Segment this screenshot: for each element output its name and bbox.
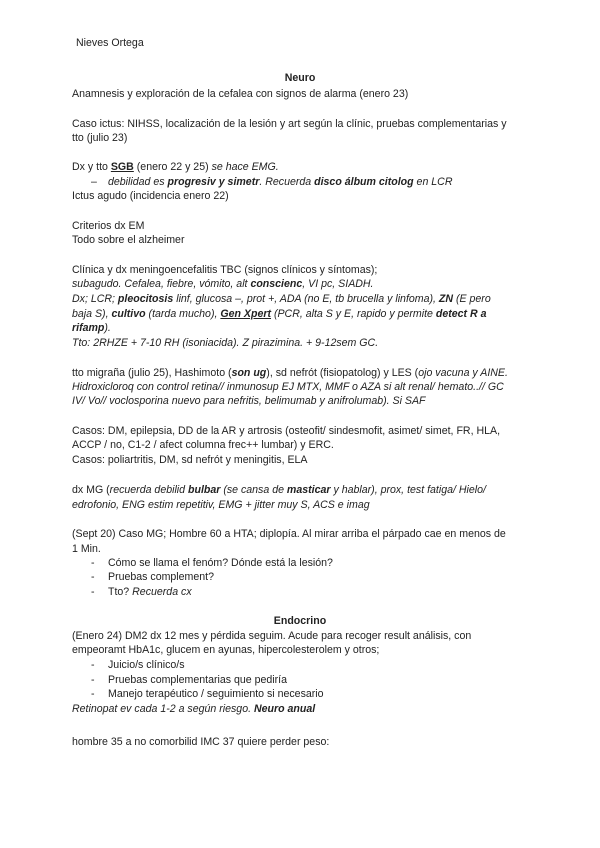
text-line: Tto: 2RHZE + 7-10 RH (isoniacida). Z pirazimina. + 9-12sem GC. bbox=[72, 337, 379, 349]
section-heading-neuro: Neuro bbox=[284, 72, 316, 84]
text-line: Casos: poliartritis, DM, sd nefrót y meningitis, ELA bbox=[72, 454, 308, 466]
text-line: ACCP / no, C1-2 / afect columna frec++ lumbar) y ERC. bbox=[72, 439, 334, 451]
bullet-text: Tto? Recuerda cx bbox=[108, 586, 192, 598]
text-line: edrofonio, ENG estim repetitiv, EMG + jitter muy S, ACS e imag bbox=[72, 499, 370, 511]
text-line: rifamp). bbox=[72, 322, 111, 334]
bullet-dash: - bbox=[91, 688, 95, 700]
text-line: Caso ictus: NIHSS, localización de la lesión y art según la clínic, pruebas complementarias y bbox=[72, 118, 507, 130]
text-line: baja S), cultivo (tarda mucho), Gen Xpert (PCR, alta S y E, rapido y permite detect R a bbox=[72, 308, 487, 320]
text-line: Todo sobre el alzheimer bbox=[72, 234, 185, 246]
bullet-text: Pruebas complement? bbox=[108, 571, 214, 583]
text-line: (Enero 24) DM2 dx 12 mes y pérdida seguim. Acude para recoger result análisis, con bbox=[72, 630, 472, 642]
text-line: Dx y tto SGB (enero 22 y 25) se hace EMG. bbox=[72, 161, 279, 173]
text-line: Retinopat ev cada 1-2 a según riesgo. Neuro anual bbox=[72, 703, 316, 715]
text-line: IV/ Vo// voclosporina nuevo para nefritis, belimumab y anifrolumab). Si SAF bbox=[72, 395, 426, 407]
bullet-dash: - bbox=[91, 659, 95, 671]
sgb-term: SGB bbox=[110, 161, 134, 173]
bullet-dash: - bbox=[91, 557, 95, 569]
bullet-dash: – bbox=[91, 176, 97, 188]
text-line: Clínica y dx meningoencefalitis TBC (signos clínicos y síntomas); bbox=[72, 264, 378, 276]
bullet-text: Juicio/s clínico/s bbox=[108, 659, 185, 671]
text-line: dx MG (recuerda debilid bulbar (se cansa de masticar y hablar), prox, test fatiga/ Hielo/ bbox=[72, 484, 486, 496]
text-line: Dx; LCR; pleocitosis linf, glucosa –, prot +, ADA (no E, tb brucella y linfoma), ZN (E pero bbox=[72, 293, 491, 305]
bullet-text: Pruebas complementarias que pediría bbox=[108, 674, 288, 686]
text-line: tto migraña (julio 25), Hashimoto (son ug), sd nefrót (fisiopatolog) y LES (ojo vacuna y AINE. bbox=[72, 367, 508, 379]
text-line: Ictus agudo (incidencia enero 22) bbox=[72, 190, 229, 202]
text-line: tto (julio 23) bbox=[72, 132, 128, 144]
author-name: Nieves Ortega bbox=[76, 37, 144, 49]
text-line: Anamnesis y exploración de la cefalea con signos de alarma (enero 23) bbox=[72, 88, 409, 100]
bullet-dash: - bbox=[91, 586, 95, 598]
text-line: subagudo. Cefalea, fiebre, vómito, alt conscienc, VI pc, SIADH. bbox=[72, 278, 374, 290]
text-line: hombre 35 a no comorbilid IMC 37 quiere perder peso: bbox=[72, 736, 330, 748]
text-line: (Sept 20) Caso MG; Hombre 60 a HTA; diplopía. Al mirar arriba el párpado cae en menos de bbox=[72, 528, 506, 540]
text-line: empeoramt HbA1c, glucem en ayunas, hipercolesterolem y otros; bbox=[72, 644, 380, 656]
bullet-dash: - bbox=[91, 674, 95, 686]
bullet-text: debilidad es progresiv y simetr. Recuerda disco álbum citolog en LCR bbox=[108, 176, 453, 188]
bullet-text: Manejo terapéutico / seguimiento si necesario bbox=[108, 688, 324, 700]
bullet-dash: - bbox=[91, 571, 95, 583]
text-line: 1 Min. bbox=[72, 543, 101, 555]
text-line: Hidroxicloroq con control retina// inmunosup EJ MTX, MMF o AZA si alt renal/ hemato..// GC bbox=[72, 381, 504, 393]
section-heading-endocrino: Endocrino bbox=[273, 615, 327, 627]
text-line: Casos: DM, epilepsia, DD de la AR y artrosis (osteofit/ sindesmofit, asimet/ simet, FR, HLA, bbox=[72, 425, 501, 437]
text-line: Criterios dx EM bbox=[72, 220, 145, 232]
bullet-text: Cómo se llama el fenóm? Dónde está la lesión? bbox=[108, 557, 333, 569]
